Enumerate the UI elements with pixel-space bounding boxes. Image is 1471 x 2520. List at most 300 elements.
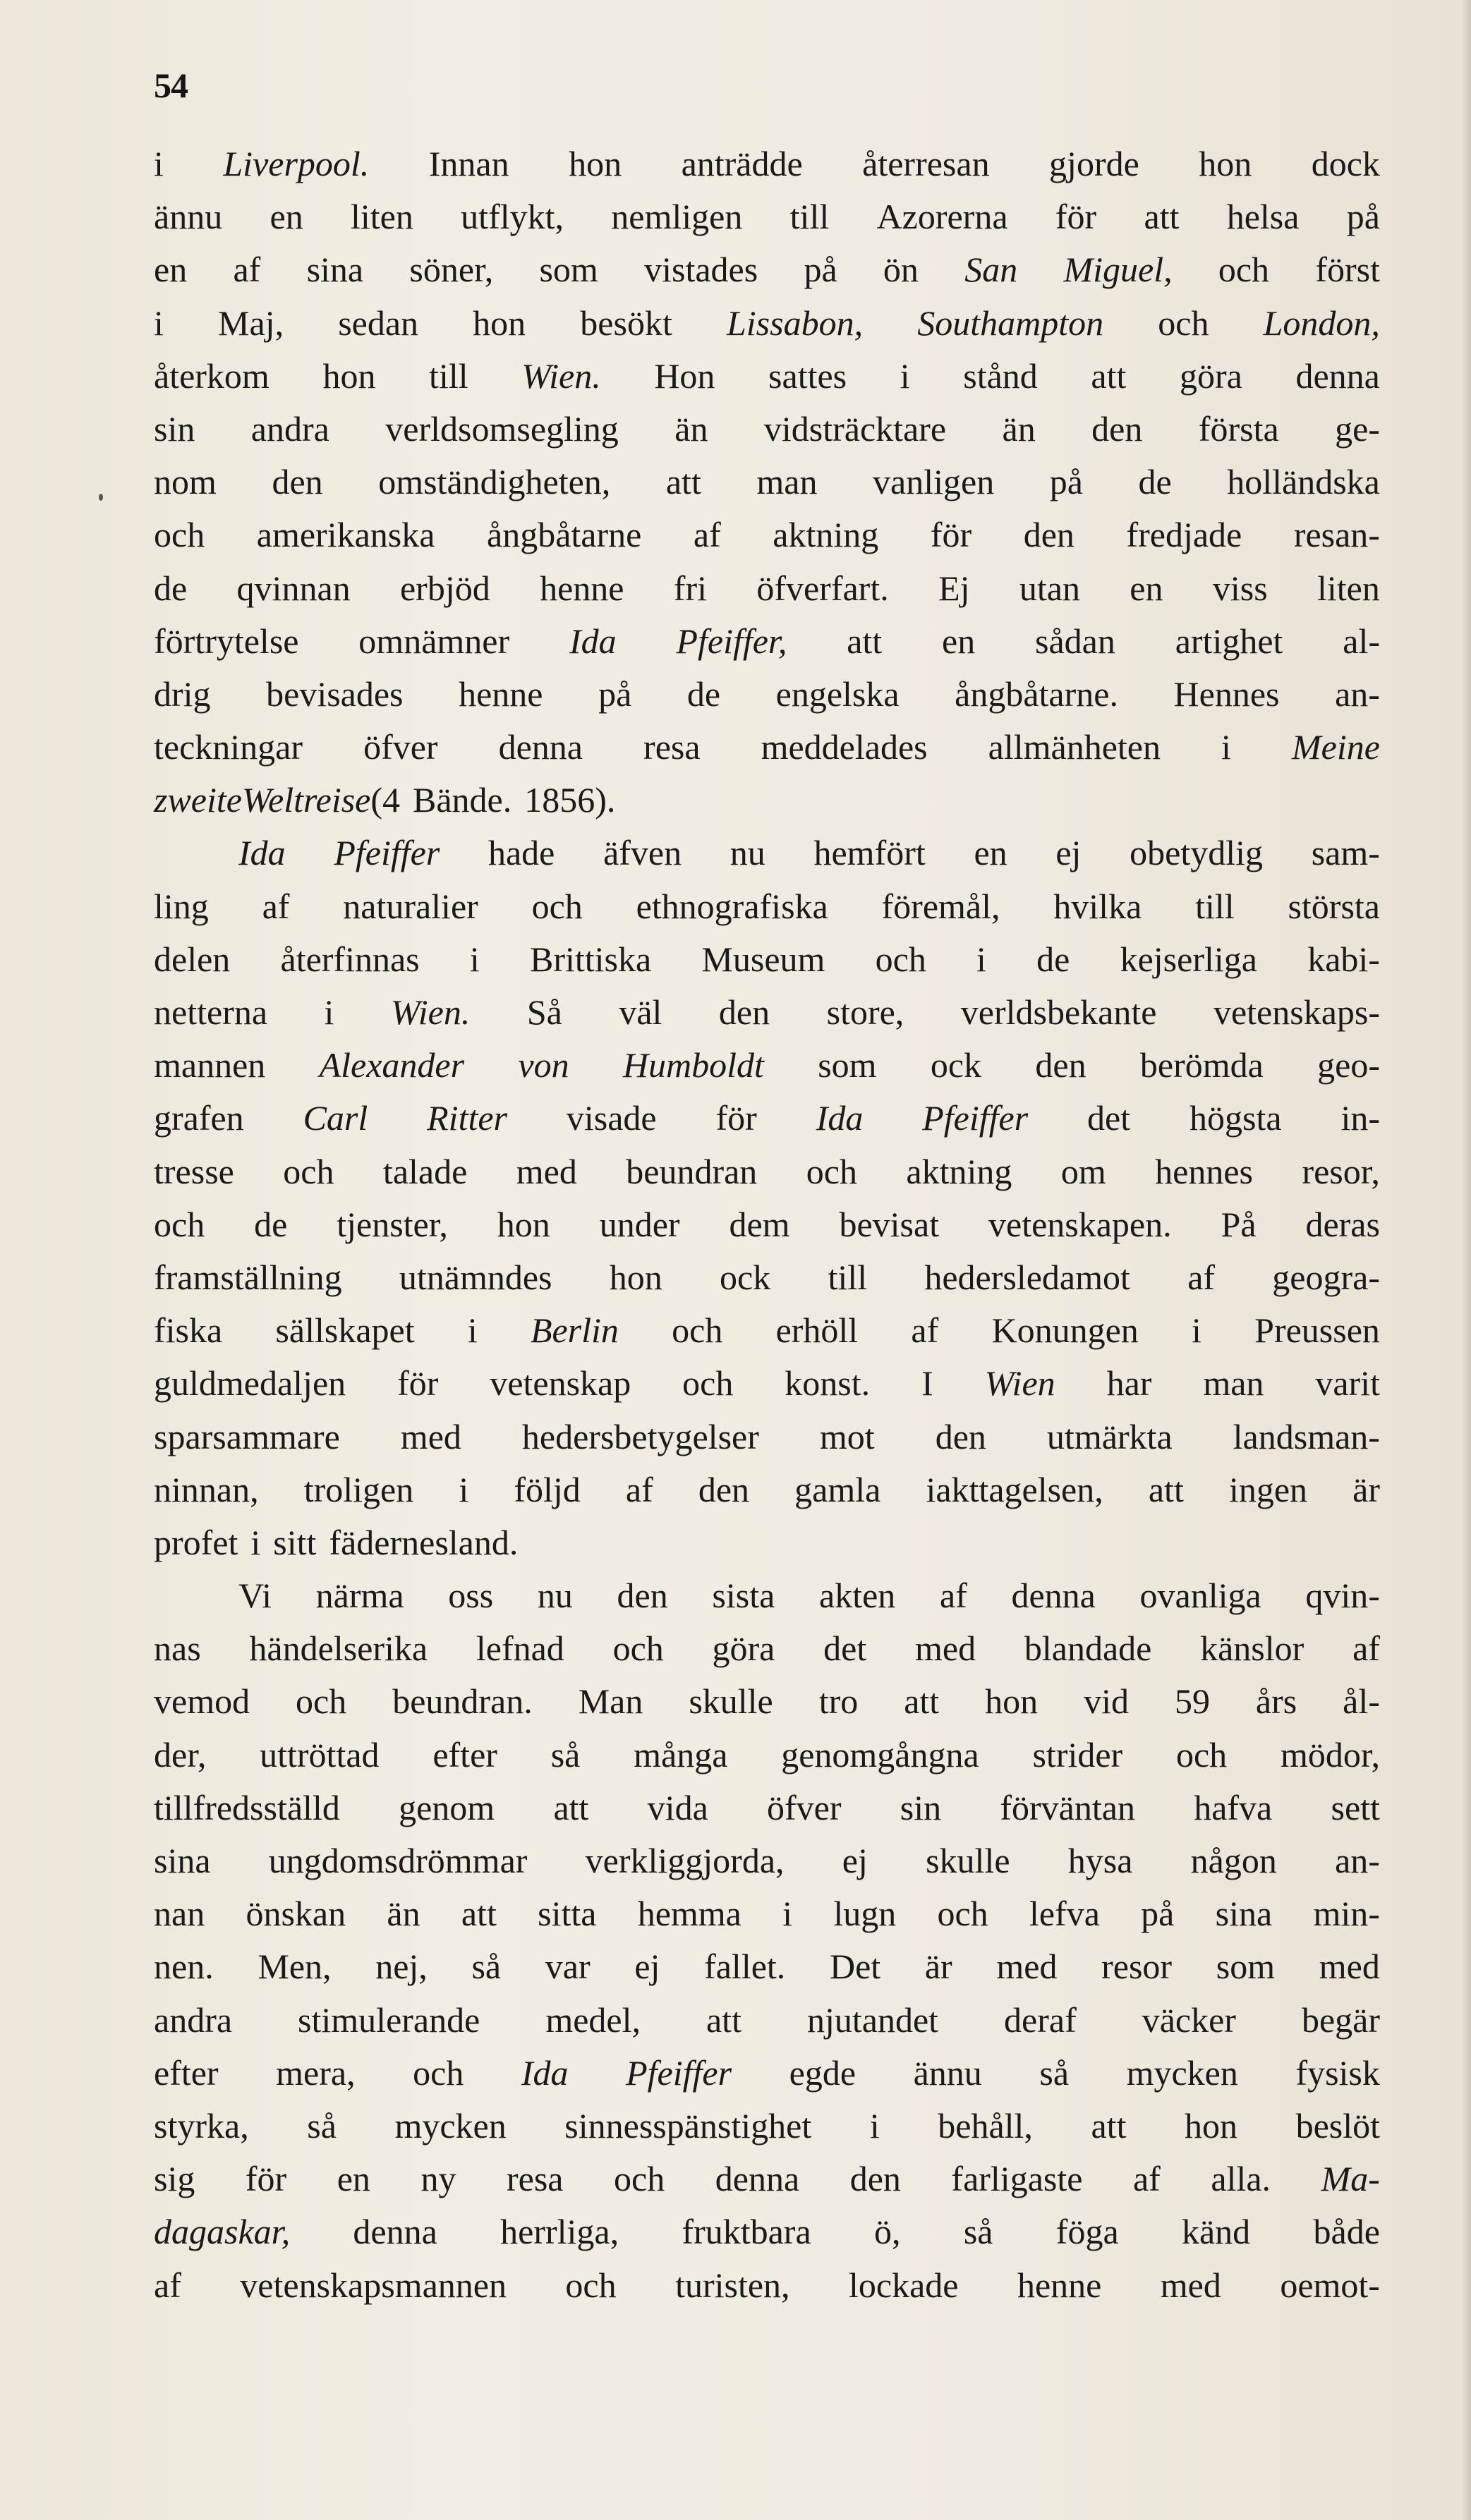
word: till [429,355,468,396]
word: och [682,1363,734,1404]
italic-word: zweite [154,780,242,820]
word: af [1187,1257,1216,1297]
word: på [598,674,632,714]
word: sattes [768,355,847,396]
italic-word: San [964,250,1018,290]
word: af [625,1469,653,1509]
word: känslor [1200,1629,1304,1669]
word: som [1216,1947,1276,1987]
word: profet [154,1522,238,1562]
word: artighet [1175,621,1283,661]
word: i [869,2105,880,2145]
word: dem [729,1204,790,1244]
word: al- [1343,621,1380,661]
word: der, [154,1734,207,1775]
word: tresse [154,1151,234,1191]
word: göra [712,1629,775,1669]
word: och [283,1151,334,1191]
word: den [1035,1045,1086,1085]
word: omnämner [358,621,510,661]
word: och [1158,303,1209,343]
word: denna [1295,355,1380,396]
word: medel, [545,1999,641,2040]
text-line [154,1463,1380,1516]
text-line [154,456,1380,509]
italic-word: Ida [816,1098,864,1138]
word: och [1175,1734,1228,1775]
word: bevisat [839,1204,940,1244]
word: en [1130,568,1163,608]
word: på [1049,462,1083,502]
word: utmärkta [1046,1416,1173,1456]
word: turisten, [675,2265,790,2305]
word: gjorde [1049,144,1139,183]
word: beundran. [392,1681,533,1722]
text-line [154,350,1380,403]
word: anträdde [681,144,803,183]
word: sina [1215,1894,1273,1934]
word: nu [730,833,765,873]
word: den [617,1576,668,1616]
word: för [397,1363,439,1404]
word: hafva [1194,1787,1273,1827]
word: förtrytelse [154,621,299,661]
text-line [154,1304,1380,1357]
word: känd [1181,2212,1251,2252]
word: föga [1055,2212,1119,2252]
italic-word: Wien. [390,992,471,1032]
word: Maj, [218,303,284,343]
word: resor, [1302,1151,1380,1191]
word: Hon [654,355,715,396]
word: omständigheten, [378,462,611,502]
italic-word: Ida [521,2052,569,2093]
text-line [154,1940,1380,1993]
word: af [1132,2159,1161,2199]
word: att [904,1681,940,1722]
word: vanligen [873,462,995,502]
word: att [847,621,883,661]
word: teckningar [154,727,303,767]
word: ninnan, [154,1469,259,1509]
word: ge- [1335,408,1380,449]
word: vid [1084,1681,1129,1722]
word: delen [154,939,231,979]
word: obetydlig [1130,833,1263,873]
word: följd [514,1469,581,1509]
italic-word: Southampton [917,303,1104,343]
word: sett [1331,1787,1380,1827]
word: egde [789,2052,856,2093]
word: sparsammare [154,1416,340,1456]
text-line [154,190,1380,243]
word: af [1352,1629,1380,1669]
word: med [915,1629,976,1669]
italic-word: Alexander [319,1045,465,1085]
word: och [154,515,205,555]
word: i [782,1894,793,1934]
word: i [324,992,334,1032]
word: väcker [1142,1999,1236,2040]
word: så [550,1734,581,1775]
text-line [154,1039,1380,1092]
word: att [1148,1469,1184,1509]
word: och [612,1629,664,1669]
word: en [270,197,303,237]
word: beundran [626,1151,758,1191]
text-line [154,1887,1380,1940]
word: grafen [154,1098,244,1138]
word: och [937,1894,988,1934]
word: den [698,1469,750,1509]
word: Museum [701,939,825,979]
text-line [154,1729,1380,1782]
text-line [154,827,1380,879]
word: deras [1305,1204,1380,1244]
word: viss [1212,568,1268,608]
word: konst. [785,1363,871,1404]
word: i [467,1310,478,1351]
word: vetenskapsmannen [240,2265,507,2305]
word: deraf [1004,1999,1077,2040]
word: hennes [1155,1151,1253,1191]
word: största [1288,886,1380,926]
word: oemot- [1280,2265,1380,2305]
word: med [996,1947,1058,1987]
italic-word: Meine [1292,727,1380,767]
word: sina [154,1841,211,1880]
word: och [806,1151,857,1191]
word: an- [1335,674,1380,714]
text-line [154,1994,1380,2047]
word: Det [829,1947,881,1987]
word: och [1218,250,1270,290]
word: på [1346,197,1380,237]
word: vistades [644,250,758,290]
word: naturalier [343,886,478,926]
text-line [154,933,1380,986]
word: min- [1313,1894,1380,1934]
word: göra [1180,355,1242,396]
word: i [1192,1310,1201,1351]
word: så [307,2105,337,2145]
word: framställning [154,1257,342,1297]
word: resor [1101,1947,1173,1987]
word: i [459,1469,469,1509]
text-line [154,1516,1380,1569]
word: hon [1185,2105,1238,2145]
word: vida [647,1787,708,1827]
word: denna [715,2159,800,2199]
italic-word: Humboldt [622,1045,764,1085]
word: engelska [775,674,900,714]
text-line [154,1782,1380,1834]
word: hade [488,833,555,873]
word: tjenster, [337,1204,448,1244]
word: resan- [1293,515,1380,555]
word: i [154,144,164,183]
word: ej [842,1841,868,1880]
text-line [154,1569,1380,1622]
word: an- [1335,1841,1380,1880]
word: ännu [913,2052,982,2093]
word: liten [351,197,413,237]
word: berömda [1139,1045,1264,1085]
text-line [154,243,1380,296]
word: strider [1032,1734,1123,1775]
word: På [1221,1204,1257,1244]
word: af [911,1310,939,1351]
word: ock [930,1045,982,1085]
word: och [296,1681,347,1722]
word: Konungen [991,1310,1139,1351]
text-line [154,1145,1380,1198]
word: mycken [1126,2052,1238,2093]
word: gamla [794,1469,881,1509]
word: föremål, [881,886,1000,926]
word: sina [306,250,364,290]
word: af [154,2265,181,2305]
word: för [930,515,972,555]
word: att [706,1999,741,2040]
word: söner, [409,250,494,290]
word: lefnad [476,1629,564,1669]
word: mödor, [1280,1734,1380,1775]
word: utflykt, [461,197,564,237]
text-line [154,668,1380,721]
word: allmänheten [988,727,1161,767]
word: henne [459,674,543,714]
word: Vi [238,1576,272,1616]
word: hedersledamot [924,1257,1130,1297]
word: ön [883,250,919,290]
word: ej [1055,833,1082,873]
word: henne [1017,2265,1102,2305]
word: öfver [363,727,438,767]
word: så [963,2212,993,2252]
word: och [413,2052,464,2093]
word: i [900,355,910,396]
text-line [154,1092,1380,1145]
word: den [272,462,323,502]
word: ling [154,886,209,926]
word: sista [712,1576,775,1616]
word: (4 [370,780,401,820]
word: var [545,1947,591,1987]
word: man [1203,1363,1264,1404]
word: någon [1190,1841,1277,1880]
word: att [553,1787,589,1827]
word: tro [818,1681,859,1722]
word: med [516,1151,577,1191]
word: och [565,2265,617,2305]
word: öfver [767,1787,842,1827]
word: Brittiska [529,939,652,979]
word: det [1087,1098,1131,1138]
word: varit [1315,1363,1380,1404]
word: närma [315,1576,404,1616]
word: sådan [1035,621,1115,661]
word: de [154,568,188,608]
word: än [1002,408,1036,449]
word: hon [985,1681,1039,1722]
word: Hennes [1173,674,1280,714]
word: denna [1011,1576,1096,1616]
word: sam- [1311,833,1380,873]
word: holländska [1227,462,1380,502]
word: så [471,1947,502,1987]
word: mannen [154,1045,266,1085]
word: en [974,833,1007,873]
text-line [154,138,1380,190]
word: iakttagelsen, [926,1469,1103,1509]
text-line [154,297,1380,350]
word: att [1144,197,1180,237]
word: amerikanska [256,515,435,555]
word: och [154,1204,205,1244]
word: än [674,408,708,449]
word: troligen [303,1469,414,1509]
word: ovanliga [1139,1576,1261,1616]
word: sitta [538,1894,597,1934]
word: mycken [394,2105,507,2145]
text-line [154,2259,1380,2312]
word: sinnesspänstighet [564,2105,812,2145]
word: sin [154,408,195,449]
word: Så [526,992,562,1032]
word: ångbåtarne [487,515,642,555]
word: hon [569,144,622,183]
word: stimulerande [298,1999,480,2040]
word: guldmedaljen [154,1363,346,1404]
word: kejserliga [1120,939,1257,979]
word: mera, [276,2052,356,2093]
word: bevisades [266,674,404,714]
word: Ej [938,568,970,608]
word: först [1315,250,1380,290]
word: sin [900,1787,942,1827]
text-line [154,880,1380,933]
word: återkom [154,355,270,396]
word: liten [1317,568,1380,608]
italic-word: Carl [303,1098,368,1138]
word: nen. [154,1947,214,1987]
text-line [154,1675,1380,1728]
word: utan [1019,568,1080,608]
word: ål- [1343,1681,1380,1722]
word: nas [154,1629,201,1669]
word: till [1195,886,1235,926]
word: första [1198,408,1279,449]
word: i [154,303,164,343]
word: en [337,2159,370,2199]
word: för [715,1098,757,1138]
italic-word: Pfeiffer [626,2052,732,2093]
word: fri [673,568,707,608]
word: helsa [1226,197,1300,237]
word: Azorerna [876,197,1008,237]
word: geo- [1317,1045,1380,1085]
word: fiska [154,1310,223,1351]
word: 59 [1174,1681,1210,1722]
word: de [1036,939,1070,979]
word: erhöll [775,1310,859,1351]
word: återfinnas [280,939,420,979]
word: äfven [603,833,682,873]
italic-word: Pfeiffer [922,1098,1029,1138]
word: store, [826,992,904,1032]
word: de [686,674,721,714]
word: fruktbara [682,2212,811,2252]
word: hemma [637,1894,741,1934]
word: utnämndes [399,1257,552,1297]
word: och [531,886,583,926]
word: landsman- [1233,1416,1380,1456]
word: af [262,886,290,926]
text-line [154,509,1380,561]
italic-word: Ida [569,621,617,661]
word: i [1221,727,1231,767]
word: hedersbetygelser [521,1416,759,1456]
word: styrka, [154,2105,249,2145]
page-number: 54 [154,66,188,105]
word: oss [448,1576,494,1616]
italic-word: Weltreise [241,780,371,820]
word: en [154,250,188,290]
word: sedan [338,303,419,343]
page-edge-shadow [1461,0,1471,2520]
word: nej, [375,1947,428,1987]
italic-word: Lissabon, [726,303,864,343]
word: att [1091,355,1127,396]
italic-word: Ida [238,833,286,873]
word: Innan [428,144,509,183]
word: ännu [154,197,223,237]
word: af [939,1576,967,1616]
word: de [254,1204,288,1244]
word: en [942,621,976,661]
word: Men, [258,1947,332,1987]
word: uttröttad [260,1734,380,1775]
word: vetenskaps- [1213,992,1380,1032]
word: nom [154,462,217,502]
word: att [461,1894,497,1934]
word: nu [537,1576,573,1616]
word: både [1313,2212,1380,2252]
word: öfverfart. [756,568,889,608]
word: ö, [873,2212,901,2252]
word: med [1160,2265,1221,2305]
word: kabi- [1307,939,1380,979]
word: förväntan [1000,1787,1135,1827]
word: 1856). [524,780,616,820]
word: händelserika [249,1629,428,1669]
word: man [756,462,818,502]
italic-word: Pfeiffer [334,833,440,873]
word: och [614,2159,665,2199]
word: sällskapet [275,1310,415,1351]
word: sig [154,2159,195,2199]
word: herrliga, [500,2212,619,2252]
word: besökt [580,303,672,343]
word: aktning [906,1151,1012,1191]
text-line [154,1251,1380,1304]
word: erbjöd [399,568,490,608]
word: genom [399,1787,495,1827]
word: ny [420,2159,456,2199]
word: att [665,462,701,502]
word: vidsträcktare [763,408,947,449]
